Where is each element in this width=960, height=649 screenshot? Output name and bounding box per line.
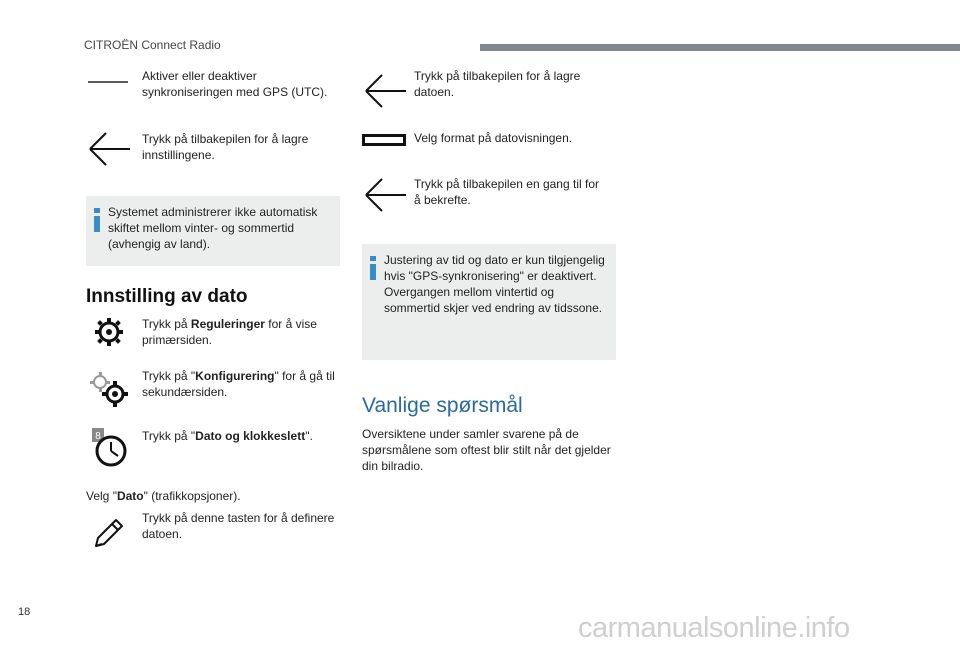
step-config-text: Trykk på "Konfigurering" for å gå til sekundærsiden. bbox=[142, 369, 335, 399]
step-edit-date-text: Trykk på denne tasten for å definere datoen. bbox=[142, 511, 335, 541]
back-confirm-text: Trykk på tilbakepilen en gang til for å bekrefte. bbox=[414, 177, 599, 207]
faq-intro-text: Oversiktene under samler svarene på de spørsmålene som oftest blir stilt når det gjelder din bilradio. bbox=[362, 427, 611, 473]
gear-icon bbox=[92, 315, 126, 349]
info-icon bbox=[94, 208, 100, 232]
configuration-gear-icon bbox=[88, 370, 130, 408]
step-settings-text: Trykk på Reguleringer for å vise primærsiden. bbox=[142, 317, 317, 347]
format-field-icon bbox=[362, 134, 406, 146]
header-rule bbox=[480, 44, 960, 51]
page-number: 18 bbox=[18, 606, 31, 618]
section-heading-date: Innstilling av dato bbox=[86, 286, 248, 307]
svg-text:8: 8 bbox=[95, 431, 101, 442]
back-arrow-icon bbox=[362, 72, 408, 110]
info-icon bbox=[370, 256, 376, 280]
select-format-text: Velg format på datovisningen. bbox=[414, 131, 573, 145]
select-date-text: Velg "Dato" (trafikkopsjoner). bbox=[86, 489, 241, 503]
watermark: carmanualsonline.info bbox=[578, 612, 850, 644]
info-note: Systemet administrerer ikke automatisk skiftet mellom vinter- og sommertid (avhengig av land). bbox=[86, 196, 340, 266]
back-save-date-text: Trykk på tilbakepilen for å lagre datoen. bbox=[414, 69, 581, 99]
back-save-settings-text: Trykk på tilbakepilen for å lagre innstillingene. bbox=[142, 132, 309, 162]
running-header: CITROËN Connect Radio bbox=[84, 38, 221, 52]
toggle-line-icon bbox=[86, 78, 130, 86]
info-note: Justering av tid og dato er kun tilgjengelig hvis "GPS-synkronisering" er deaktivert. Overgangen mellom vintertid og sommertid skjer ved endring av tidssone. bbox=[362, 244, 616, 360]
back-arrow-icon bbox=[86, 130, 132, 168]
clock-icon bbox=[92, 428, 130, 468]
section-heading-faq: Vanlige spørsmål bbox=[362, 394, 523, 417]
back-arrow-icon bbox=[362, 176, 408, 214]
gps-sync-text: Aktiver eller deaktiver synkroniseringen med GPS (UTC). bbox=[142, 69, 328, 99]
pencil-icon bbox=[92, 516, 124, 550]
step-date-time-text: Trykk på "Dato og klokkeslett". bbox=[142, 429, 313, 443]
